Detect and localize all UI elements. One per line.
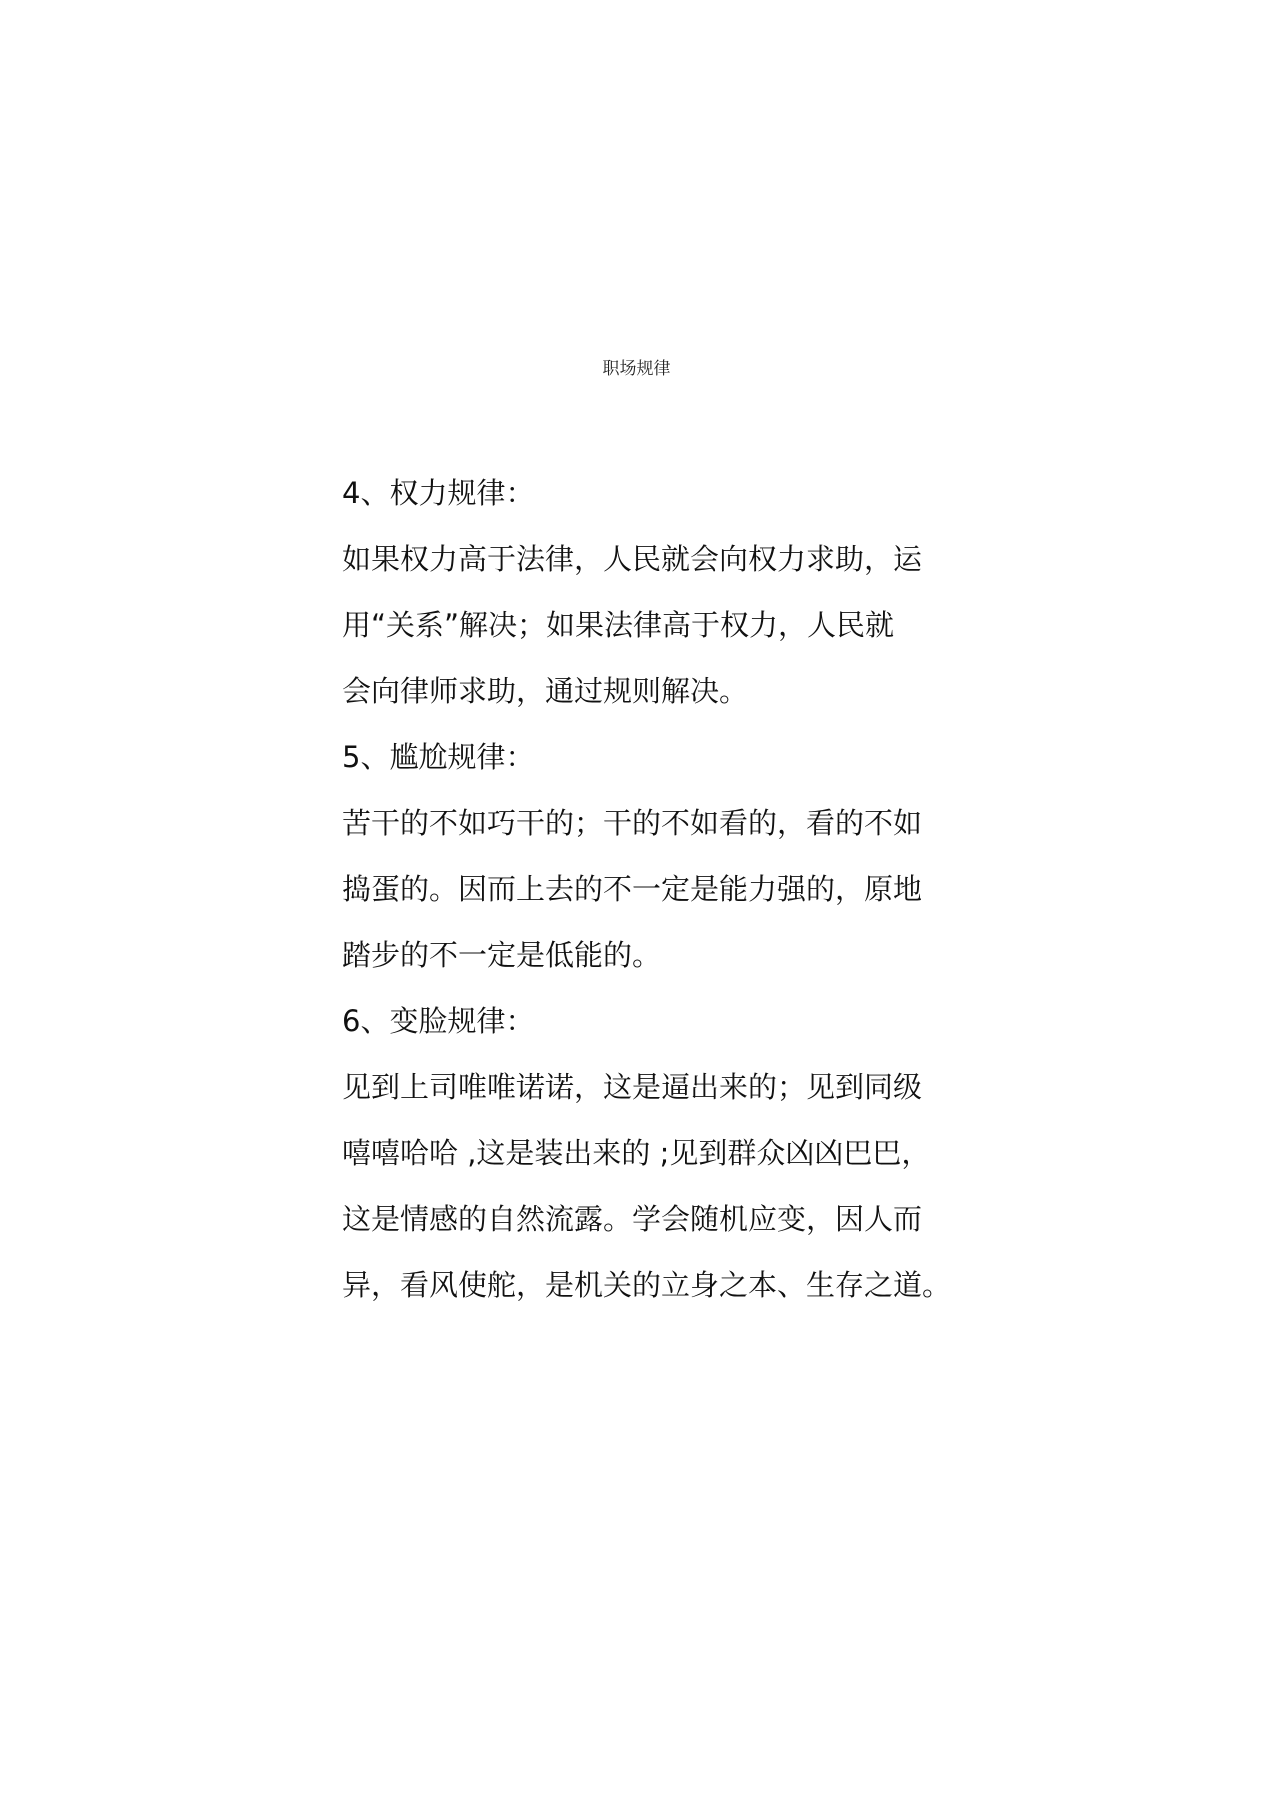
paragraph-line: 嘻嘻哈哈 ,这是装出来的 ;见到群众凶凶巴巴， bbox=[342, 1136, 931, 1170]
page-header-title: 职场规律 bbox=[602, 359, 671, 379]
paragraph-line: 如果权力高于法律，人民就会向权力求助，运 bbox=[342, 542, 923, 576]
paragraph-line: 见到上司唯唯诺诺，这是逼出来的；见到同级 bbox=[342, 1070, 923, 1104]
paragraph-line: 踏步的不一定是低能的。 bbox=[342, 938, 662, 972]
paragraph-line: 用“关系”解决；如果法律高于权力，人民就 bbox=[342, 608, 895, 642]
section-6-heading: 6、变脸规律： bbox=[342, 1004, 535, 1038]
section-4-heading: 4、权力规律： bbox=[342, 476, 535, 510]
paragraph-line: 异，看风使舵，是机关的立身之本、生存之道。 bbox=[342, 1268, 952, 1302]
paragraph-line: 这是情感的自然流露。学会随机应变，因人而 bbox=[342, 1202, 923, 1236]
paragraph-line: 捣蛋的。因而上去的不一定是能力强的，原地 bbox=[342, 872, 923, 906]
document-body bbox=[342, 460, 952, 1318]
paragraph-line: 苦干的不如巧干的；干的不如看的，看的不如 bbox=[342, 806, 923, 840]
section-5-heading: 5、尴尬规律： bbox=[342, 740, 535, 774]
paragraph-line: 会向律师求助，通过规则解决。 bbox=[342, 674, 749, 708]
